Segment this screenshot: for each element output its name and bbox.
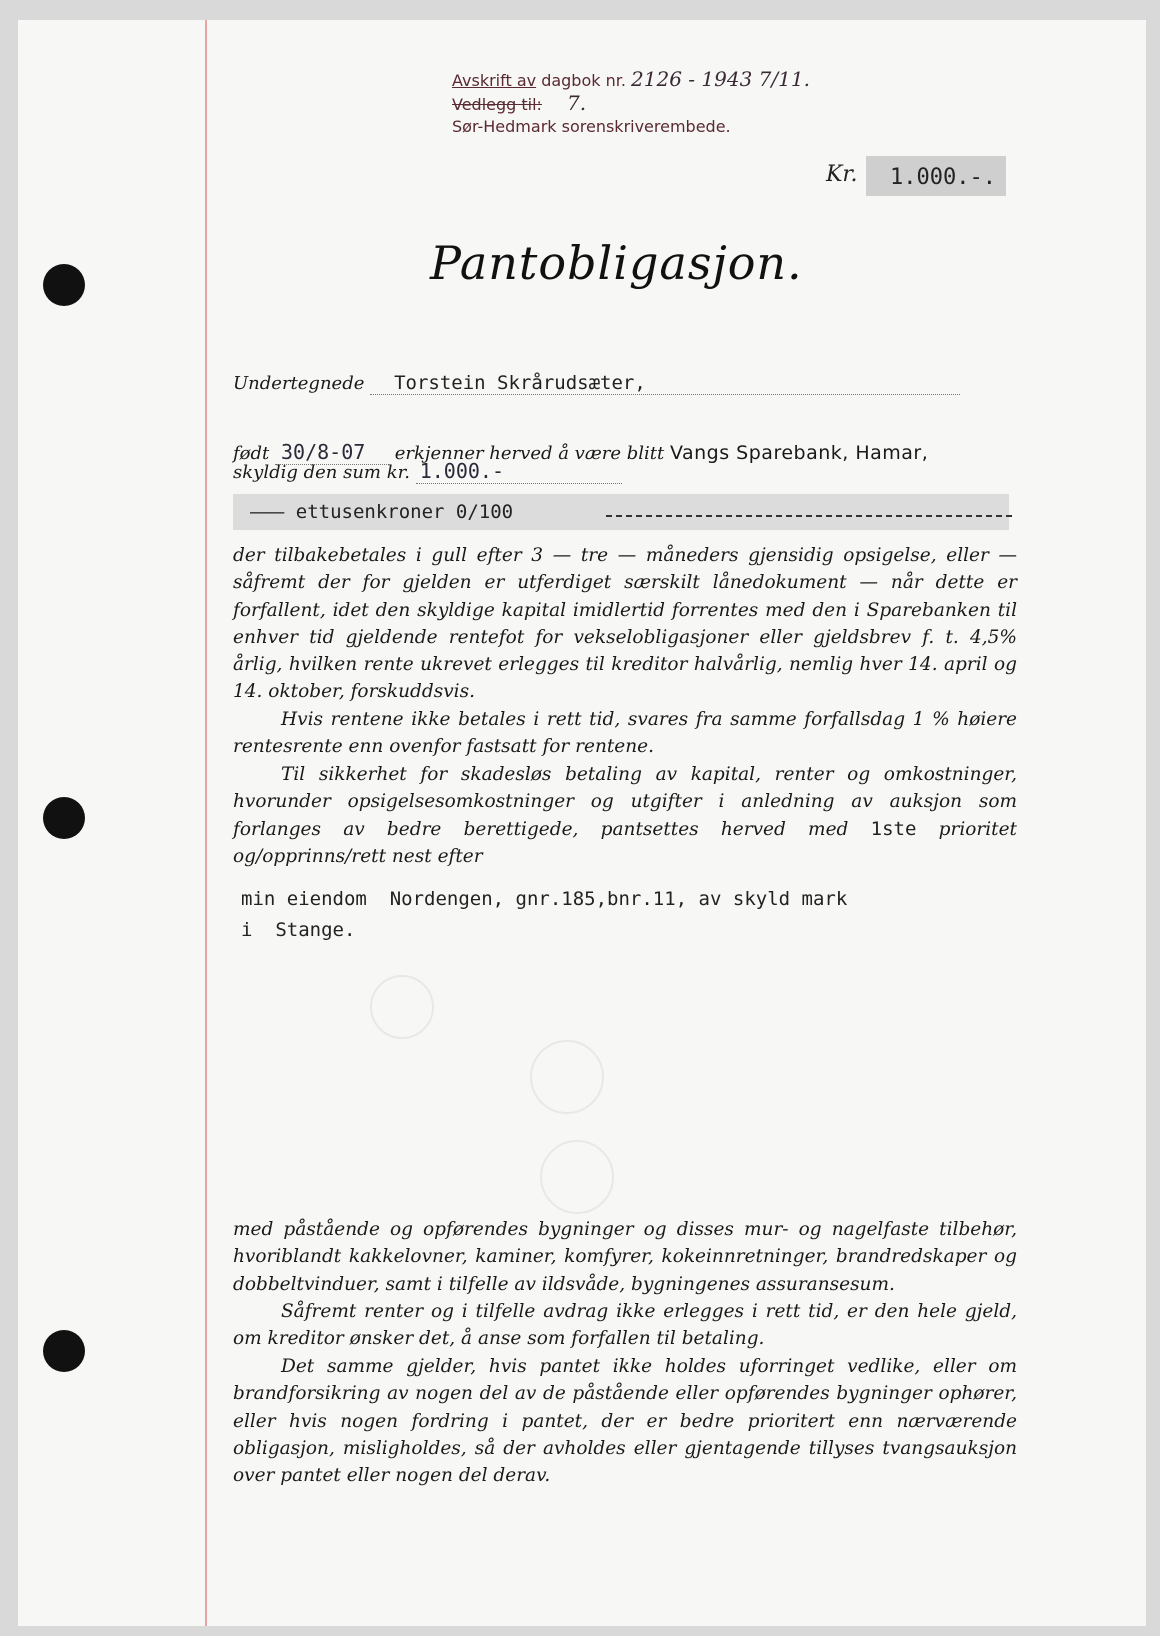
interest-paragraph: Hvis rentene ikke betales i rett tid, svares fra samme forfallsdag 1 % høiere rentesrente enn ovenfor fastsatt for rentene.	[233, 709, 1017, 758]
default-paragraph: Såfremt renter og i tilfelle avdrag ikke erlegges i rett tid, er den hele gjeld, om kreditor ønsker det, å anse som forfallen til betaling.	[233, 1301, 1017, 1350]
stamp-attachment-label: Vedlegg til:	[452, 95, 542, 114]
punch-hole	[43, 797, 85, 839]
creditor-name: Vangs Sparebank, Hamar,	[669, 442, 929, 464]
born-label: født	[233, 443, 270, 464]
amount-in-words: ——— ettusenkroner 0/100	[250, 501, 514, 523]
owing-statement-line	[233, 459, 622, 484]
security-text: Til sikkerhet for skadesløs betaling av kapital, renter og omkostninger, hvorunder opsigelsesomkostninger og utgifter i anledning av auksjon som forlanges av bedre berettigede, pantsettes herved med	[233, 764, 1017, 840]
punch-hole	[43, 1330, 85, 1372]
born-date: 30/8-07	[275, 440, 389, 465]
property-line-2: i Stange.	[241, 919, 356, 941]
stamp-diary-number: 2126 - 1943 7/11.	[631, 67, 810, 91]
owing-label: skyldig den sum kr.	[233, 462, 410, 483]
undersigned-label: Undertegnede	[233, 373, 365, 394]
amount-box: 1.000.-.	[866, 156, 1006, 196]
acknowledge-text: erkjenner herved å være blitt	[394, 443, 665, 464]
undersigned-name: Torstein Skrårudsæter,	[370, 372, 960, 395]
property-line-1: min eiendom Nordengen, gnr.185,bnr.11, av skyld mark	[241, 888, 848, 910]
margin-line	[205, 20, 207, 1626]
amount-currency-label: Kr.	[826, 162, 858, 187]
undersigned-line	[233, 372, 960, 395]
faint-seal	[540, 1140, 614, 1214]
security-paragraph	[233, 761, 1017, 870]
security-priority: 1ste	[870, 817, 917, 840]
property-description	[241, 884, 847, 946]
stamp-office: Sør-Hedmark sorenskriverembede.	[452, 117, 731, 136]
buildings-paragraph: med påstående og opførendes bygninger og disses mur- og nagelfaste tilbehør, hvoriblandt kakkelovner, kaminer, komfyrer, kokeinnretninger, brandredskaper og dobbeltvinduer, samt i tilfelle av ildsvåde, bygningenes assuransesum.	[233, 1219, 1017, 1295]
punch-hole	[43, 264, 85, 306]
faint-seal	[530, 1040, 604, 1114]
stamp-prefix: Avskrift av	[452, 71, 537, 90]
stamp-attachment-number: 7.	[567, 91, 587, 115]
registry-stamp	[452, 68, 810, 138]
owing-amount: 1.000.-	[416, 459, 622, 484]
faint-seal	[370, 975, 434, 1039]
amount-dash-line	[606, 515, 1012, 517]
terms-paragraph: der tilbakebetales i gull efter 3 — tre — måneders gjensidig opsigelse, eller — såfremt der for gjelden er utferdiget særskilt lånedokument — når dette er forfallent, idet den skyldige kapital imidlertid forrentes med den i Sparebanken til enhver tid gjeldende rentefot for vekselobligasjoner eller gjeldsbrev f. t. 4,5% årlig, hvilken rente ukrevet erlegges til kreditor halvårlig, nemlig hver 14. april og 14. oktober, forskuddsvis.	[233, 545, 1017, 703]
stamp-diary-label: dagbok nr.	[541, 71, 626, 90]
document-title: Pantobligasjon.	[430, 236, 803, 290]
maintenance-paragraph: Det samme gjelder, hvis pantet ikke holdes uforringet vedlike, eller om brandforsikring av nogen del av de påstående eller opførendes bygninger ophører, eller hvis nogen fordring i pantet, der er bedre prioritert enn nærværende obligasjon, misligholdes, så der avholdes eller gjentagende tillyses tvangsauksjon over pantet eller nogen del derav.	[233, 1356, 1017, 1487]
security-tail: prioritet og/opprinns/rett nest efter	[233, 818, 1017, 867]
